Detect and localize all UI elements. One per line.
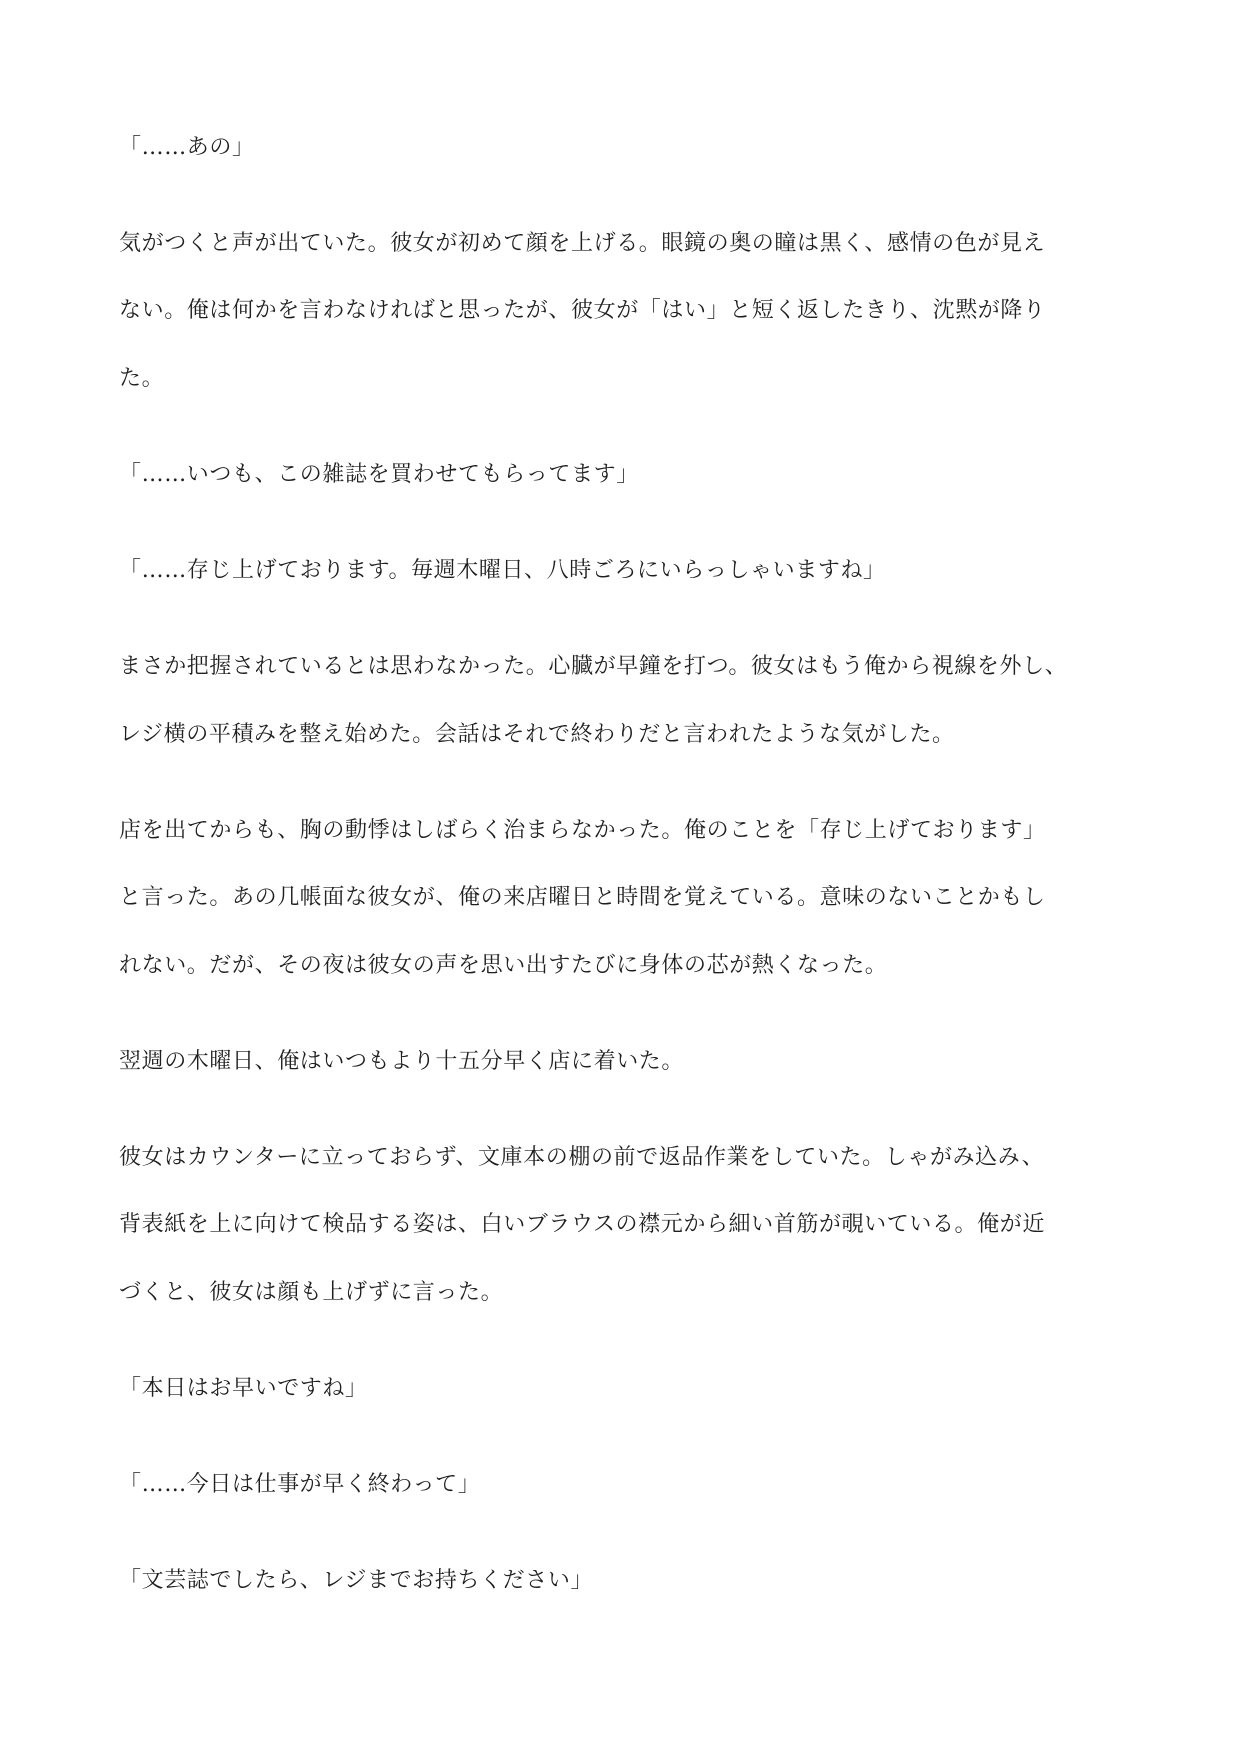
text-line: た。 [119, 366, 165, 391]
text-line: 翌週の木曜日、俺はいつもより十五分早く店に着いた。 [119, 1049, 685, 1074]
text-line: れない。だが、その夜は彼女の声を思い出すたびに身体の芯が熱くなった。 [119, 953, 888, 978]
text-line: 「……あの」 [119, 135, 255, 160]
text-line: 「……いつも、この雑誌を買わせてもらってます」 [119, 462, 639, 487]
text-line: 背表紙を上に向けて検品する姿は、白いブラウスの襟元から細い首筋が覗いている。俺が近 [119, 1212, 1045, 1237]
text-line: 店を出てからも、胸の動悸はしばらく治まらなかった。俺のことを「存じ上げております」 [119, 818, 1046, 843]
text-line: ない。俺は何かを言わなければと思ったが、彼女が「はい」と短く返したきり、沈黙が降り [119, 298, 1046, 323]
text-line: づくと、彼女は顔も上げずに言った。 [119, 1280, 504, 1305]
text-line: と言った。あの几帳面な彼女が、俺の来店曜日と時間を覚えている。意味のないことかもし [119, 885, 1046, 910]
text-line: 「本日はお早いですね」 [119, 1376, 368, 1401]
text-line: 気がつくと声が出ていた。彼女が初めて顔を上げる。眼鏡の奥の瞳は黒く、感情の色が見え [119, 231, 1046, 256]
text-line: 「文芸誌でしたら、レジまでお持ちください」 [119, 1568, 594, 1593]
text-line: まさか把握されているとは思わなかった。心臓が早鐘を打つ。彼女はもう俺から視線を外し、 [119, 654, 1068, 679]
text-line: 「……存じ上げております。毎週木曜日、八時ごろにいらっしゃいますね」 [119, 558, 886, 583]
text-line: 「……今日は仕事が早く終わって」 [119, 1472, 481, 1497]
text-line: レジ横の平積みを整え始めた。会話はそれで終わりだと言われたような気がした。 [119, 722, 955, 747]
text-line: 彼女はカウンターに立っておらず、文庫本の棚の前で返品作業をしていた。しゃがみ込み、 [119, 1145, 1045, 1170]
